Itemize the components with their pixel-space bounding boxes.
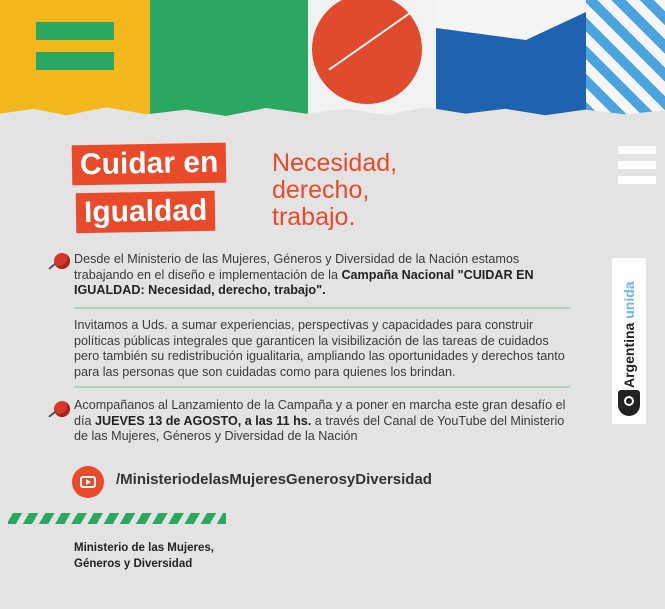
striped-block [586,0,665,116]
title-line-2: Igualdad [76,191,216,233]
launch-channel-text: a través del Canal de YouTube del Ministerio de las Mujeres, Géneros y Diversidad de la Nación [74,413,565,443]
intro-paragraph [74,252,574,299]
campaign-name: Campaña Nacional "CUIDAR EN IGUALDAD: Necesidad, derecho, trabajo". [74,267,534,297]
ministry-line-2: Géneros y Diversidad [74,558,193,570]
subtitle-line-3: trabajo. [272,203,356,231]
subtitle-line-2: derecho, [272,176,370,204]
pushpin-icon [54,401,70,417]
youtube-channel-link[interactable]: /MinisteriodelasMujeresGenerosyDiversidad [116,471,432,488]
launch-paragraph [74,398,574,445]
invitation-paragraph: Invitamos a Uds. a sumar experiencias, perspectivas y capacidades para construir políticas públicas integrales que garanticen la visibilización de las tareas de cuidados pero también su redistribución igualitaria, ampliando las oportunidades y derechos tanto para las personas que son cuidadas como para quienes los brindan. [74,318,565,379]
launch-date: JUEVES 13 de AGOSTO, a las 11 hs. [95,413,312,428]
decorative-dashed-line [8,513,226,524]
divider [74,386,570,388]
youtube-icon[interactable] [72,466,104,498]
divider [74,307,570,309]
menu-icon [618,146,656,191]
green-block [150,0,308,116]
equals-sign-bottom [36,52,114,70]
equals-sign-top [36,22,114,40]
ministry-line-1: Ministerio de las Mujeres, [74,542,214,554]
subtitle [272,150,397,231]
argentina-shield-icon [618,390,640,416]
badge-word-argentina: Argentina [621,322,637,388]
badge-word-unida: unida [621,281,637,319]
header-banner [0,0,665,116]
intro-text: Desde el Ministerio de las Mujeres, Géneros y Diversidad de la Nación estamos trabajando en el diseño e implementación de la [74,252,520,282]
launch-text: Acompañanos al Lanzamiento de la Campaña y a poner en marcha este gran desafío el día [74,398,566,428]
subtitle-line-1: Necesidad, [272,149,398,177]
ministry-footer [74,540,214,572]
pushpin-icon [54,253,70,269]
argentina-unida-badge [612,258,646,424]
title-line-1: Cuidar en [72,143,227,186]
